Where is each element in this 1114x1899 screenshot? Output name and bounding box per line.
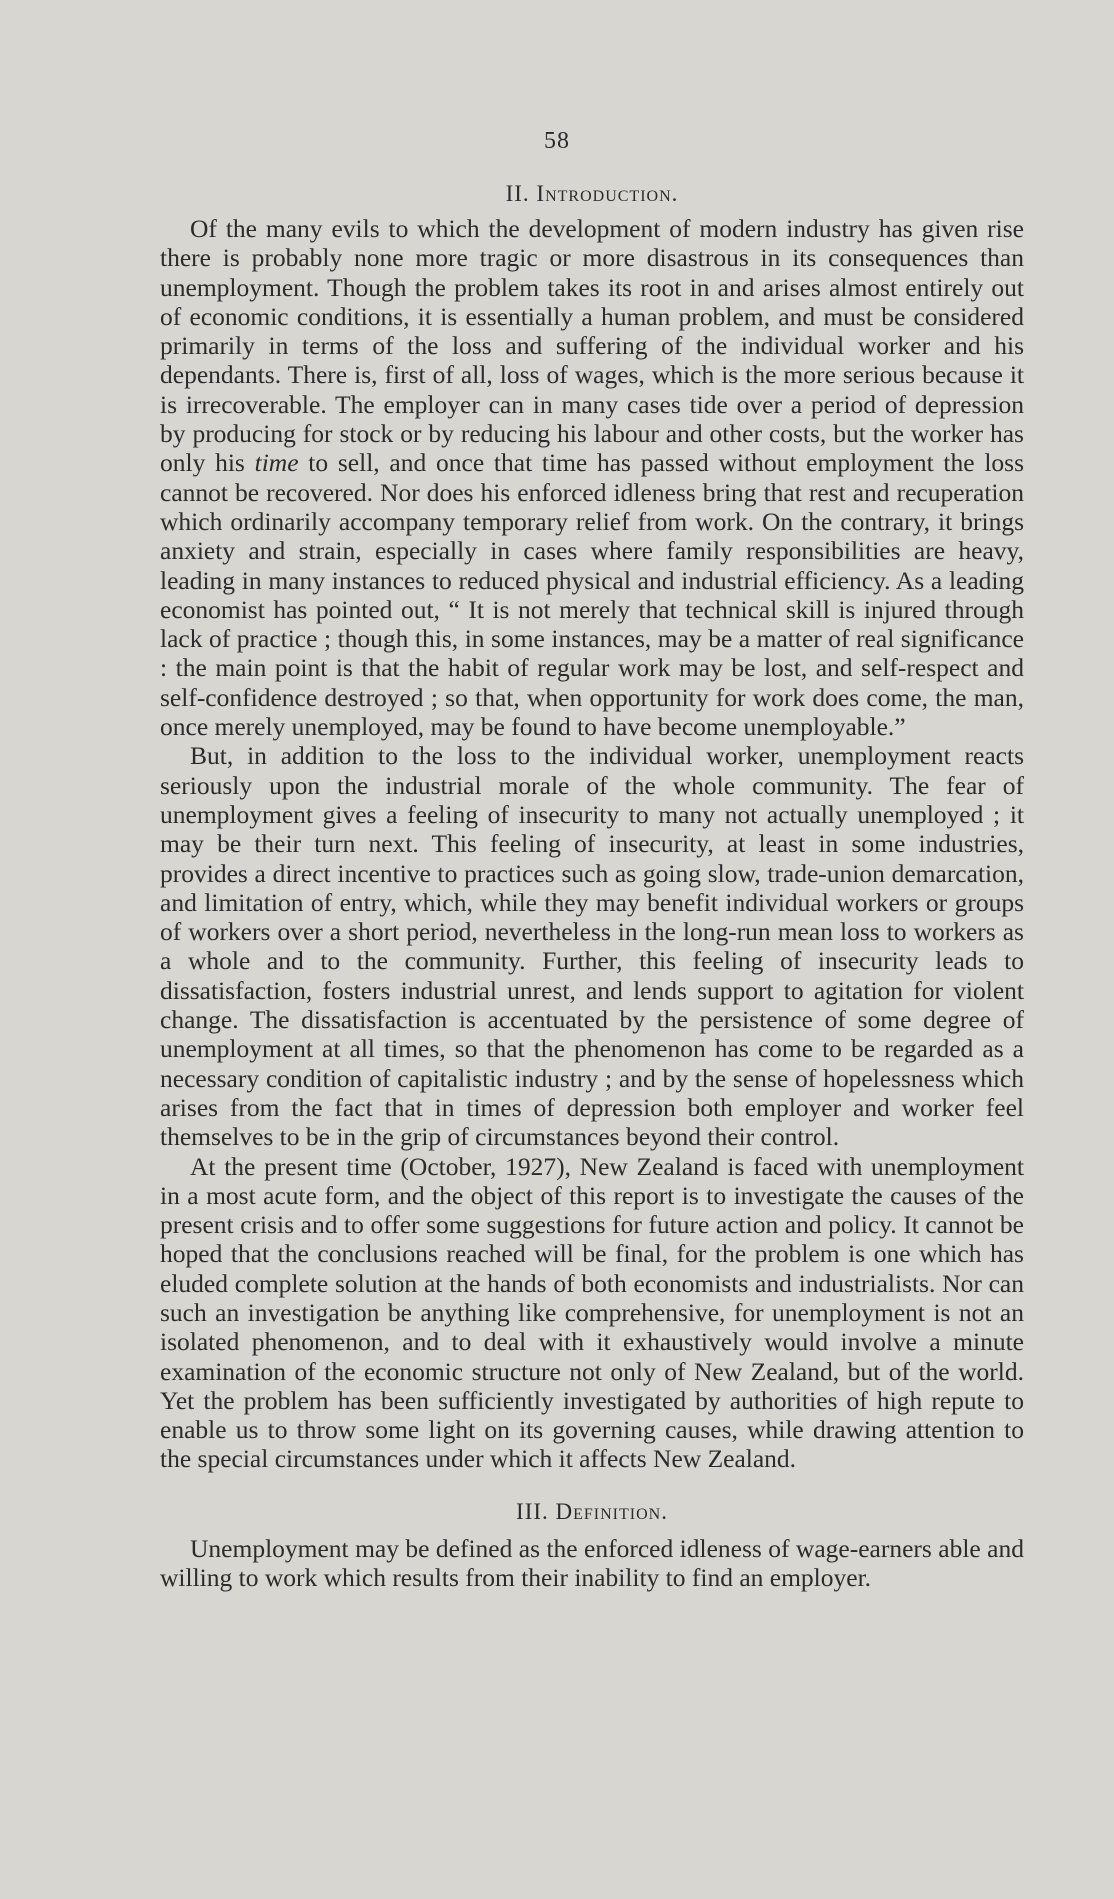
paragraph-1 [160, 214, 1024, 741]
body-text [160, 178, 1024, 1592]
page-number: 58 [544, 128, 570, 154]
paragraph-1-part-a: Of the many evils to which the development of modern industry has given rise there is probably none more tragic or more disastrous in its consequences than unemployment. Though the problem takes its root in and arises almost entirely out of economic conditions, it is essentially a human problem, and must be considered primarily in terms of the loss and suffering of the individual worker and his dependants. There is, first of all, loss of wages, which is the more serious because it is irrecoverable. The employer can in many cases tide over a period of depression by producing for stock or by reducing his labour and other costs, but the worker has only his [160, 214, 1024, 478]
paragraph-3: At the present time (October, 1927), New Zealand is faced with unemployment in a most acute form, and the object of this report is to investigate the causes of the present crisis and to offer some suggestions for future action and policy. It cannot be hoped that the conclusions reached will be final, for the problem is one which has eluded complete solution at the hands of both economists and industrialists. Nor can such an investigation be anything like comprehensive, for unemployment is not an isolated phenomenon, and to deal with it exhaustively would involve a minute examination of the economic structure not only of New Zealand, but of the world. Yet the problem has been sufficiently investigated by authorities of high repute to enable us to throw some light on its governing causes, while drawing attention to the special circumstances under which it affects New Zealand. [160, 1151, 1024, 1474]
paragraph-1-emphasis-time: time [254, 448, 299, 478]
paragraph-definition: Unemployment may be defined as the enforced idleness of wage-earners able and willing to work which results from their inability to find an employer. [160, 1533, 1024, 1593]
paragraph-1-part-b: to sell, and once that time has passed without employment the loss cannot be recovered. Nor does his enforced idleness bring that rest and recuperation which ordinarily accompany temporary relief from work. On the contrary, it brings anxiety and strain, especially in cases where family responsibilities are heavy, leading in many instances to reduced physical and industrial efficiency. As a leading economist has pointed out, “ It is not merely that technical skill is injured through lack of practice ; though this, in some instances, may be a matter of real significance : the main point is that the habit of regular work may be lost, and self-respect and self-confidence destroyed ; so that, when opportunity for work does come, the man, once merely unemployed, may be found to have become unemployable.” [160, 448, 1025, 742]
paragraph-2: But, in addition to the loss to the individual worker, unemployment reacts seriously upon the industrial morale of the whole community. The fear of unemployment gives a feeling of insecurity to many not actually unemployed ; it may be their turn next. This feeling of insecurity, at least in some industries, provides a direct incentive to practices such as going slow, trade-union demarcation, and limitation of entry, which, while they may benefit individual workers or groups of workers over a short period, nevertheless in the long-run mean loss to workers as a whole and to the community. Further, this feeling of insecurity leads to dissatisfaction, fosters industrial unrest, and lends support to agitation for violent change. The dissatisfaction is accentuated by the persistence of some degree of unemployment at all times, so that the phenomenon has come to be regarded as a necessary condition of capitalistic industry ; and by the sense of hopelessness which arises from the fact that in times of depression both employer and worker feel themselves to be in the grip of circumstances beyond their control. [160, 741, 1024, 1152]
section-title-introduction: II. Introduction. [505, 181, 679, 206]
section-title-definition: III. Definition. [516, 1498, 668, 1524]
